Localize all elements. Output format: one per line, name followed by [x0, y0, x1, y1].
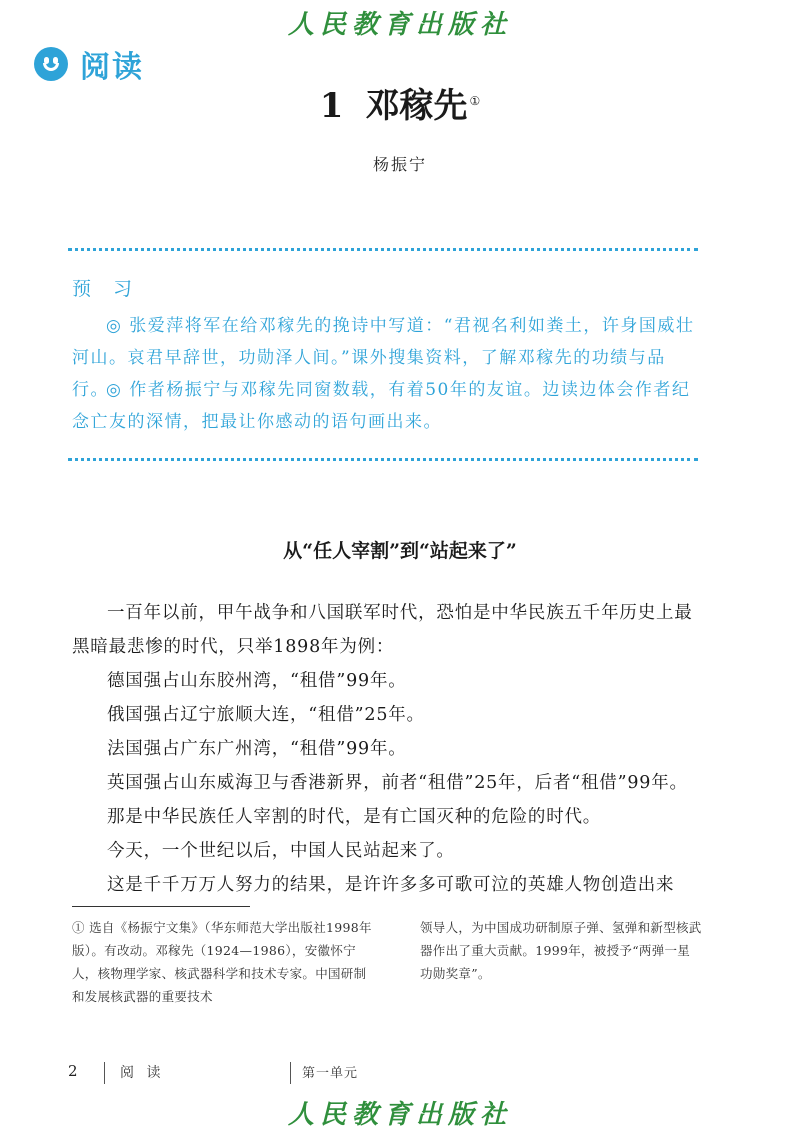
page-number: 2: [68, 1062, 78, 1080]
footnote-rule: [72, 906, 250, 907]
preview-item: ◎ 作者杨振宁与邓稼先同窗数载，有着50年的友谊。边读边体会作者纪念亡友的深情，把最让你感动的语句画出来。: [72, 380, 691, 432]
footer-unit: 第一单元: [302, 1066, 359, 1081]
preview-divider-top: [68, 248, 698, 251]
preview-divider-bottom: [68, 458, 698, 461]
section-subtitle: 从“任人宰割”到“站起来了”: [283, 540, 517, 562]
body-paragraph: 一百年以前，甲午战争和八国联军时代，恐怕是中华民族五千年历史上最黑暗最悲惨的时代，只举1898年为例：: [72, 603, 693, 657]
body-paragraph: 德国强占山东胶州湾，“租借”99年。: [107, 671, 407, 691]
lesson-number: 1: [319, 86, 344, 126]
smiley-icon: [34, 47, 68, 81]
publisher-logo-bottom: 人民教育出版社: [287, 1100, 512, 1130]
footer-divider: [290, 1062, 291, 1084]
footer-section: 阅 读: [120, 1065, 165, 1081]
section-label: 阅读: [80, 50, 144, 85]
lesson-title-text: 邓稼先: [365, 86, 468, 126]
body-paragraph: 这是千千万万人努力的结果，是许许多多可歌可泣的英雄人物创造出来: [107, 875, 675, 895]
lesson-title: [0, 78, 800, 127]
body-paragraph: 英国强占山东威海卫与香港新界，前者“租借”25年，后者“租借”99年。: [107, 773, 688, 793]
body-paragraph: 那是中华民族任人宰割的时代，是有亡国灭种的危险的时代。: [107, 807, 602, 827]
body-paragraph: 俄国强占辽宁旅顺大连，“租借”25年。: [107, 705, 425, 725]
footnote-text-right: 领导人，为中国成功研制原子弹、氢弹和新型核武器作出了重大贡献。1999年，被授予“两弹一星功勋奖章”。: [420, 920, 702, 981]
footnote-text-left: ① 选自《杨振宁文集》（华东师范大学出版社1998年版）。有改动。邓稼先（1924—1986），安徽怀宁人，核物理学家、核武器科学和技术专家。中国研制和发展核武器的重要技术: [72, 920, 372, 1004]
publisher-logo-top: 人民教育出版社: [287, 10, 512, 40]
body-paragraph: 法国强占广东广州湾，“租借”99年。: [107, 739, 407, 759]
preview-heading: 预 习: [72, 278, 141, 300]
author-name: 杨振宁: [372, 155, 427, 174]
footer-divider: [104, 1062, 105, 1084]
preview-item: ◎ 张爱萍将军在给邓稼先的挽诗中写道：“君视名利如粪土，许身国威壮河山。哀君早辞世，功勋泽人间。”课外搜集资料，了解邓稼先的功绩与品行。: [72, 316, 695, 400]
body-paragraph: 今天，一个世纪以后，中国人民站起来了。: [107, 841, 455, 861]
footnote-mark[interactable]: ①: [469, 93, 481, 108]
